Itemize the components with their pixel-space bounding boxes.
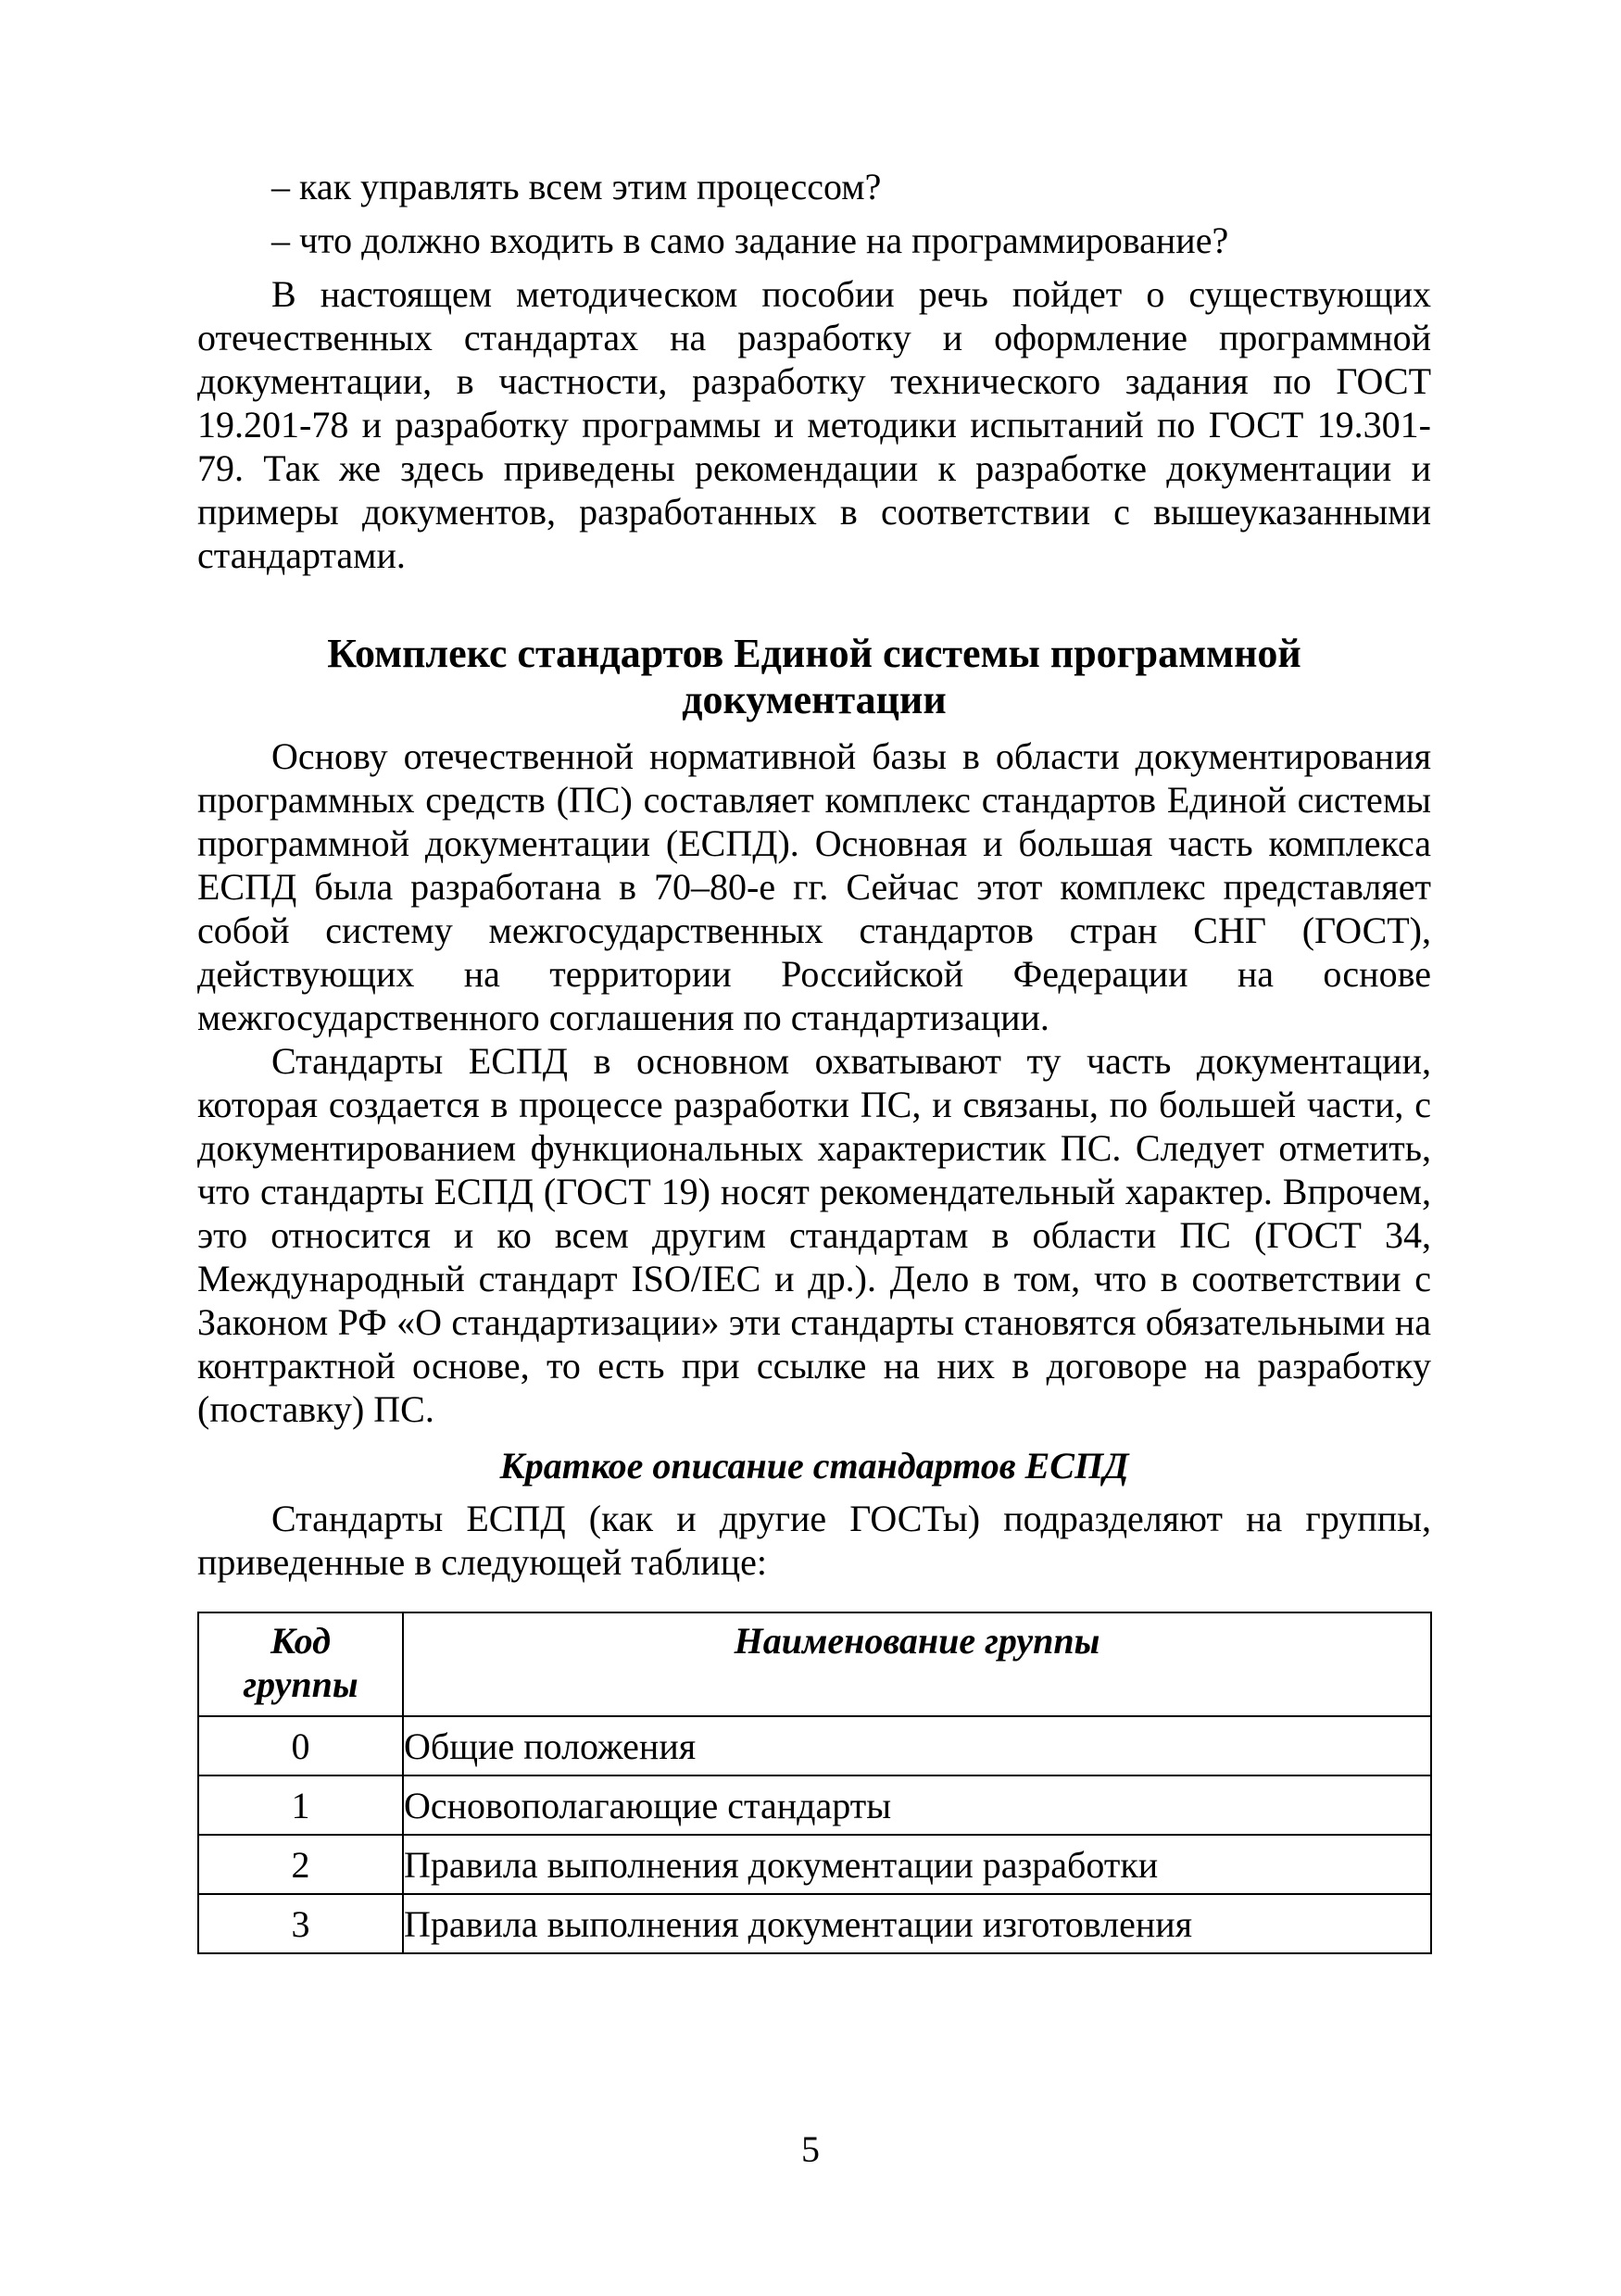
espd-groups-table [197,1612,1432,1954]
header-name-label: Наименование группы [734,1620,1100,1662]
group-name-cell: Правила выполнения документации изготовления [403,1894,1431,1953]
page-number: 5 [801,2128,820,2170]
group-code-cell: 0 [198,1716,403,1775]
group-name-cell: Общие положения [403,1716,1431,1775]
group-code-cell: 1 [198,1775,403,1835]
group-name-cell: Основополагающие стандарты [403,1775,1431,1835]
group-code-cell: 3 [198,1894,403,1953]
espd-basis-paragraph: Основу отечественной нормативной базы в области документирования программных средств (ПС) составляет комплекс стандартов Единой системы программной документации (ЕСПД). Основная и большая часть комплекса ЕСПД была разработана в 70–80-е гг. Сейчас этот комплекс представляет собой систему межгосударственных стандартов стран СНГ (ГОСТ), действующих на территории Российской Федерации на основе межгосударственного соглашения по стандартизации. [197,735,1431,1038]
header-group-name [403,1612,1431,1716]
table-row [198,1775,1431,1835]
header-code-group [198,1612,403,1716]
section-title: Комплекс стандартов Единой системы программной документации [327,631,1301,722]
header-code-label: Код группы [243,1620,358,1705]
table-row [198,1716,1431,1775]
group-name-cell: Правила выполнения документации разработки [403,1835,1431,1894]
subsection-title: Краткое описание стандартов ЕСПД [499,1445,1129,1487]
document-page [197,165,1431,1954]
group-code-cell: 2 [198,1835,403,1894]
question-line-task: – что должно входить в само задание на программирование? [271,220,1229,261]
groups-intro-paragraph: Стандарты ЕСПД (как и другие ГОСТы) подразделяют на группы, приведенные в следующей таблице: [197,1498,1431,1583]
table-row [198,1835,1431,1894]
espd-scope-paragraph: Стандарты ЕСПД в основном охватывают ту часть документации, которая создается в процессе разработки ПС, и связаны, по большей части, с документированием функциональных характеристик ПС. Следует отметить, что стандарты ЕСПД (ГОСТ 19) носят рекомендательный характер. Впрочем, это относится и ко всем другим стандартам в области ПС (ГОСТ 34, Международный стандарт ISO/IEC и др.). Дело в том, что в соответствии с Законом РФ «О стандартизации» эти стандарты становятся обязательными на контрактной основе, то есть при ссылке на них в договоре на разработку (поставку) ПС. [197,1040,1431,1430]
table-header-row [198,1612,1431,1716]
question-line-process: – как управлять всем этим процессом? [271,166,882,207]
table-row [198,1894,1431,1953]
intro-paragraph: В настоящем методическом пособии речь пойдет о существующих отечественных стандартах на разработку и оформление программной документации, в частности, разработку технического задания по ГОСТ 19.201-78 и разработку программы и методики испытаний по ГОСТ 19.301-79. Так же здесь приведены рекомендации к разработке документации и примеры документов, разработанных в соответствии с вышеуказанными стандартами. [197,273,1431,576]
